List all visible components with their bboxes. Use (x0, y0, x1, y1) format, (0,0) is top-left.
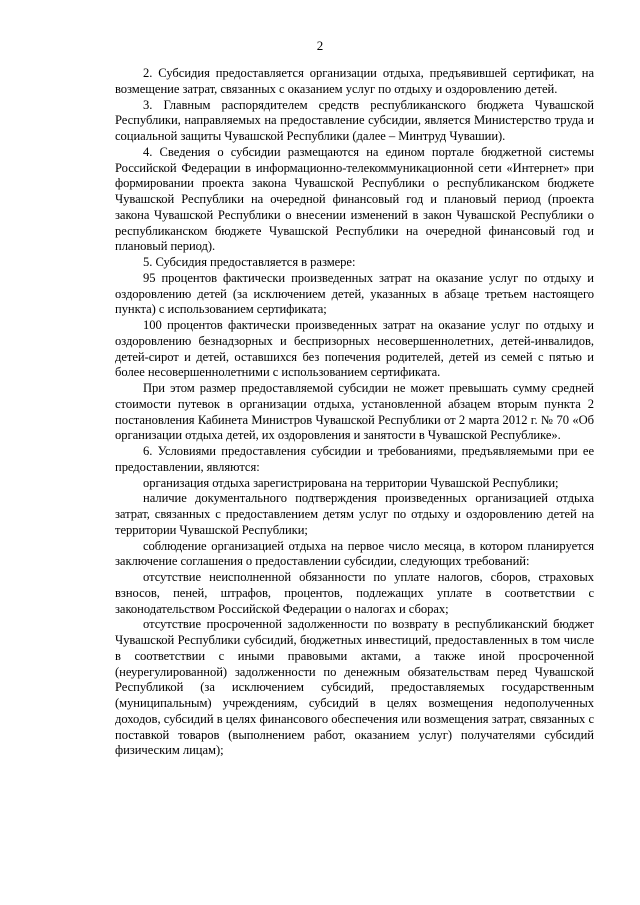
paragraph-subsidy-amount: 5. Субсидия предоставляется в размере: (143, 255, 356, 269)
paragraph-requirement-no-overdue-debt: отсутствие просроченной задолженности по возврату в республиканский бюджет Чувашской Республики субсидий, бюджетных инвестиций, предоставленных в том числе в соответствии с иными правовыми актами, а также иной просроченной (неурегулированной) задолженности по денежным обязательствам перед Чувашской Республикой (за исключением субсидий, предоставляемых государственным (муниципальным) учреждениям, субсидий в целях возмещения недополученных доходов, субсидий в целях финансового обеспечения или возмещения затрат, связанных с поставкой товаров (выполнением работ, оказанием услуг) получателями субсидий физическим лицам); (115, 617, 594, 758)
paragraph-requirement-no-tax-debt: отсутствие неисполненной обязанности по уплате налогов, сборов, страховых взносов, пеней, штрафов, процентов, подлежащих уплате в соответствии с законодательством Российской Федерации о налогах и сборах; (115, 570, 594, 616)
paragraph-condition-registration: организация отдыха зарегистрирована на территории Чувашской Республики; (143, 475, 559, 490)
page-number: 2 (316, 38, 324, 53)
paragraph-subsidy-information: 4. Сведения о субсидии размещаются на едином портале бюджетной системы Российской Федерации в информационно-телекоммуникационной сети «Интернет» при формировании проекта закона Чувашской Республики о республиканском бюджете Чувашской Республики на очередной финансовый год и плановый период (проекта закона Чувашской Республики о внесении изменений в закон Чувашской Республики о республиканском бюджете Чувашской Республики на очередной финансовый год и плановый период). (115, 144, 594, 254)
paragraph-condition-requirements: соблюдение организацией отдыха на первое число месяца, в котором планируется заключение соглашения о предоставлении субсидии, следующих требований: (115, 538, 594, 569)
document-body (115, 66, 594, 759)
paragraph-condition-documents: наличие документального подтверждения произведенных организацией отдыха затрат, связанных с предоставлением детям услуг по отдыху и оздоровлению детей на территории Чувашской Республики; (115, 491, 594, 537)
paragraph-100-percent: 100 процентов фактически произведенных затрат на оказание услуг по отдыху и оздоровлению безнадзорных и беспризорных несовершеннолетних, детей-инвалидов, детей-сирот и детей, оставшихся без попечения родителей, детей из семей с пятью и более несовершеннолетними с использованием сертификата. (115, 318, 594, 380)
paragraph-conditions: 6. Условиями предоставления субсидии и требованиями, предъявляемыми при ее предоставлении, являются: (115, 444, 594, 474)
paragraph-subsidy-recipient: 2. Субсидия предоставляется организации отдыха, предъявившей сертификат, на возмещение затрат, связанных с оказанием услуг по отдыху и оздоровлению детей. (115, 66, 594, 96)
paragraph-amount-limit: При этом размер предоставляемой субсидии не может превышать сумму средней стоимости путевок в организации отдыха, установленной абзацем вторым пункта 2 постановления Кабинета Министров Чувашской Республики от 2 марта 2012 г. № 70 «Об организации отдыха детей, их оздоровления и занятости в Чувашской Республике». (115, 381, 594, 443)
paragraph-main-administrator: 3. Главным распорядителем средств республиканского бюджета Чувашской Республики, направляемых на предоставление субсидии, является Министерство труда и социальной защиты Чувашской Республики (далее – Минтруд Чувашии). (115, 97, 594, 143)
paragraph-95-percent: 95 процентов фактически произведенных затрат на оказание услуг по отдыху и оздоровлению детей (за исключением детей, указанных в абзаце третьем настоящего пункта) с использованием сертификата; (115, 270, 594, 317)
